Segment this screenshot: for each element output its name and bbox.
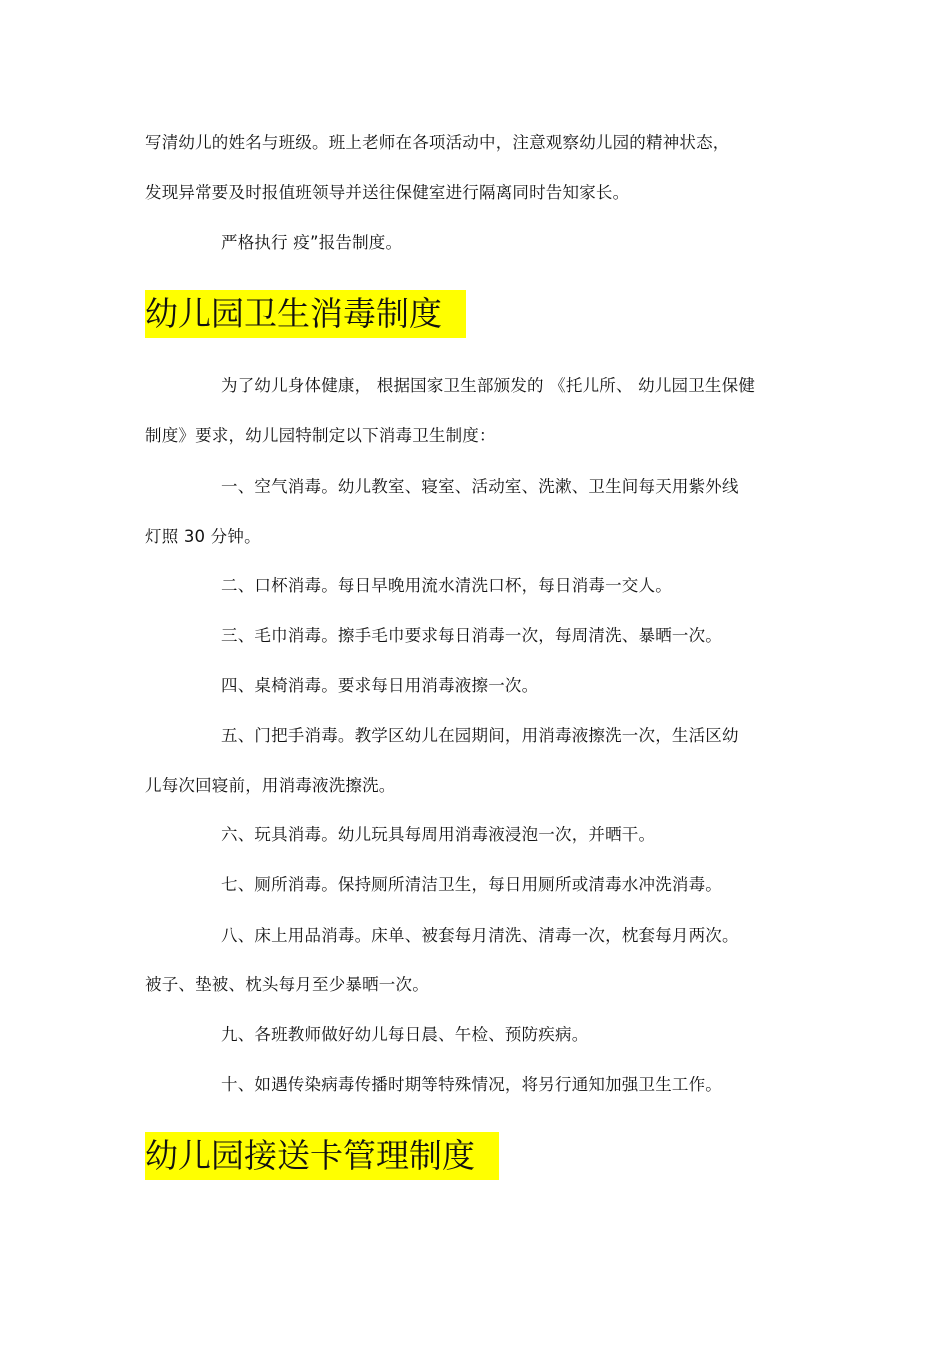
hygiene-rule-item: 九、各班教师做好幼儿每日晨、午检、预防疾病。 bbox=[221, 1025, 589, 1044]
section-heading-pickup-card: 幼儿园接送卡管理制度 bbox=[145, 1132, 499, 1180]
hygiene-rule-item: 四、桌椅消毒。要求每日用消毒液擦一次。 bbox=[221, 676, 539, 695]
hygiene-rule-continuation: 灯照 30 分钟。 bbox=[145, 527, 261, 546]
hygiene-paragraph-line: 制度》要求，幼儿园特制定以下消毒卫生制度： bbox=[145, 426, 496, 445]
intro-line-3: 严格执行 疫”报告制度。 bbox=[221, 233, 403, 252]
hygiene-rule-item: 六、玩具消毒。幼儿玩具每周用消毒液浸泡一次，并晒干。 bbox=[221, 825, 656, 844]
intro-line-2: 发现异常要及时报值班领导并送往保健室进行隔离同时告知家长。 bbox=[145, 183, 630, 202]
hygiene-rule-item: 十、如遇传染病毒传播时期等特殊情况，将另行通知加强卫生工作。 bbox=[221, 1075, 722, 1094]
hygiene-rule-item: 八、床上用品消毒。床单、被套每月清洗、清毒一次，枕套每月两次。 bbox=[221, 926, 739, 945]
section-heading-hygiene: 幼儿园卫生消毒制度 bbox=[145, 290, 466, 338]
hygiene-rule-item: 三、毛巾消毒。擦手毛巾要求每日消毒一次，每周清洗、暴晒一次。 bbox=[221, 626, 722, 645]
hygiene-rule-item: 二、口杯消毒。每日早晚用流水清洗口杯，每日消毒一交人。 bbox=[221, 576, 672, 595]
hygiene-rule-continuation: 儿每次回寝前，用消毒液洗擦洗。 bbox=[145, 776, 396, 795]
hygiene-rule-item: 一、空气消毒。幼儿教室、寝室、活动室、洗漱、卫生间每天用紫外线 bbox=[221, 477, 739, 496]
hygiene-rule-item: 七、厕所消毒。保持厕所清洁卫生，每日用厕所或清毒水冲洗消毒。 bbox=[221, 875, 722, 894]
intro-line-1: 写清幼儿的姓名与班级。班上老师在各项活动中，注意观察幼儿园的精神状态， bbox=[145, 133, 730, 152]
hygiene-rule-continuation: 被子、垫被、枕头每月至少暴晒一次。 bbox=[145, 975, 429, 994]
hygiene-paragraph-line: 为了幼儿身体健康， 根据国家卫生部颁发的 《托儿所、 幼儿园卫生保健 bbox=[221, 376, 756, 395]
hygiene-rule-item: 五、门把手消毒。教学区幼儿在园期间，用消毒液擦洗一次，生活区幼 bbox=[221, 726, 739, 745]
